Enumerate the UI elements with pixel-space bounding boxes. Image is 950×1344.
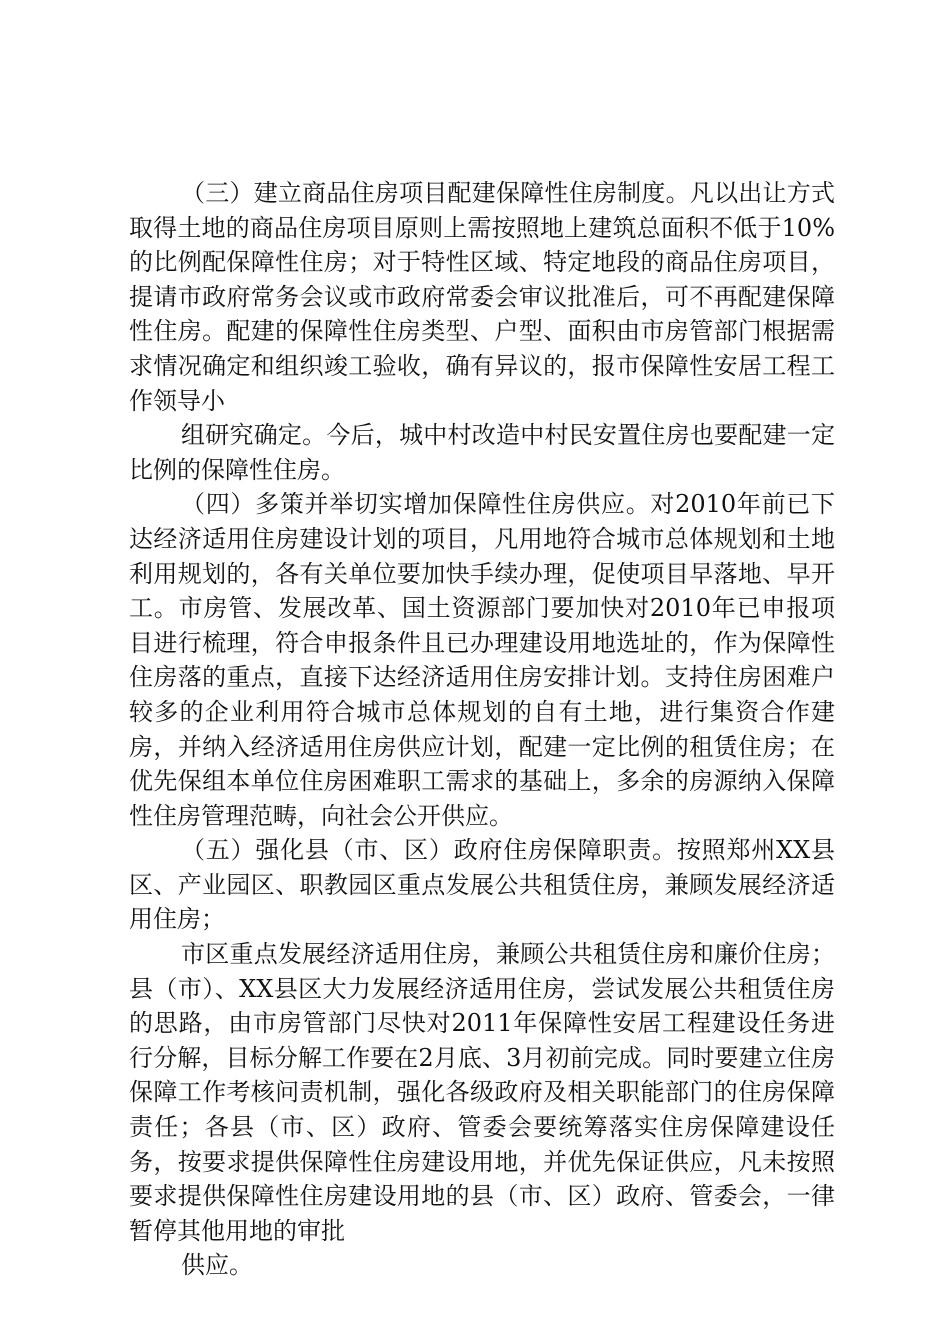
paragraph-leadership-review: 组研究确定。今后，城中村改造中村民安置住房也要配建一定比例的保障性住房。 [129, 421, 835, 484]
paragraph-county-duties: （五）强化县（市、区）政府住房保障职责。按照郑州XX县区、产业园区、职教园区重点发展公共租赁住房，兼顾发展经济适用住房； [129, 836, 835, 934]
paragraph-supply-end: 供应。 [181, 1251, 253, 1280]
document-body [129, 176, 835, 1283]
paragraph-urban-development: 市区重点发展经济适用住房，兼顾公共租赁住房和廉价住房；县（市）、XX县区大力发展经济适用住房，尝试发展公共租赁住房的思路，由市房管部门尽快对2011年保障性安居工程建设任务进行分解，目标分解工作要在2月底、3月初前完成。同时要建立住房保障工作考核问责机制，强化各级政府及相关职能部门的住房保障责任；各县（市、区）政府、管委会要统筹落实住房保障建设任务，按要求提供保障性住房建设用地，并优先保证供应，凡未按照要求提供保障性住房建设用地的县（市、区）政府、管委会，一律暂停其他用地的审批 [129, 940, 835, 1245]
paragraph-increase-supply: （四）多策并举切实增加保障性住房供应。对2010年前已下达经济适用住房建设计划的项目，凡用地符合城市总体规划和土地利用规划的，各有关单位要加快手续办理，促使项目早落地、早开工。市房管、发展改革、国土资源部门要加快对2010年已申报项目进行梳理，符合申报条件且已办理建设用地选址的，作为保障性住房落的重点，直接下达经济适用住房安排计划。支持住房困难户较多的企业利用符合城市总体规划的自有土地，进行集资合作建房，并纳入经济适用住房供应计划，配建一定比例的租赁住房；在优先保组本单位住房困难职工需求的基础上，多余的房源纳入保障性住房管理范畴，向社会公开供应。 [129, 490, 835, 830]
paragraph-housing-allocation: （三）建立商品住房项目配建保障性住房制度。凡以出让方式取得土地的商品住房项目原则上需按照地上建筑总面积不低于10%的比例配保障性住房；对于特性区域、特定地段的商品住房项目，提请市政府常务会议或市政府常委会审议批准后，可不再配建保障性住房。配建的保障性住房类型、户型、面积由市房管部门根据需求情况确定和组织竣工验收，确有异议的，报市保障性安居工程工作领导小 [129, 179, 835, 415]
